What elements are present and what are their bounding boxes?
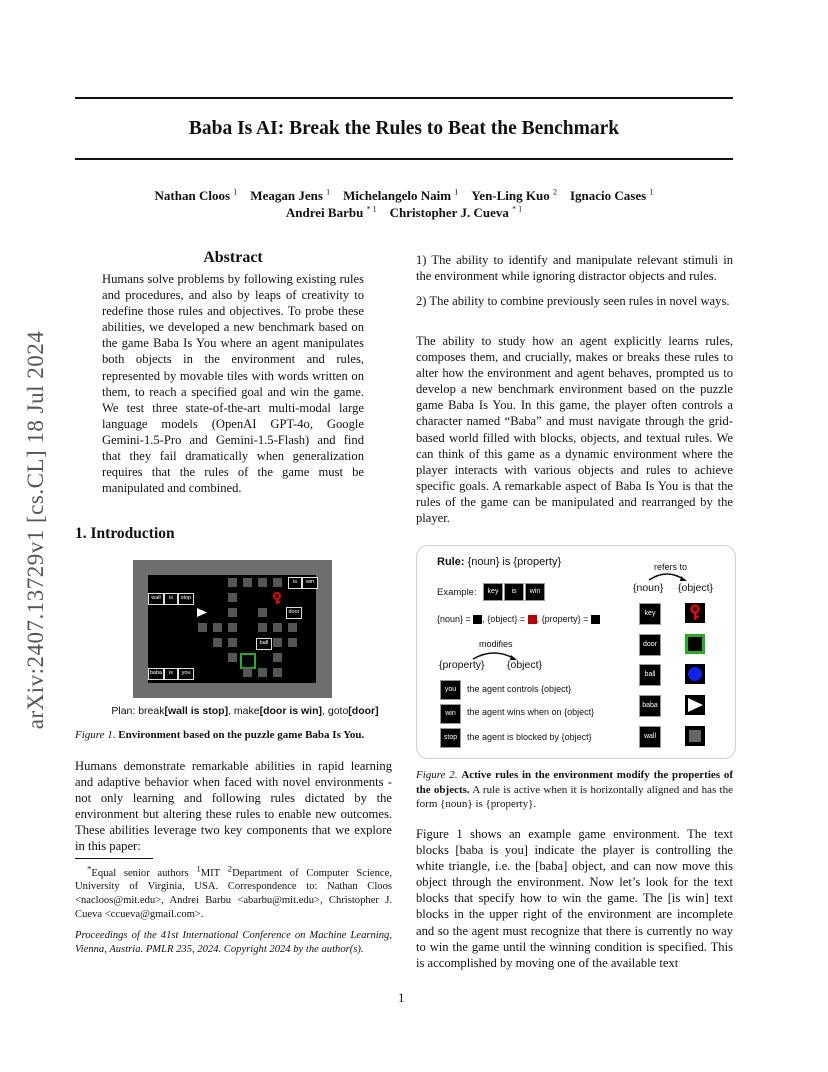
noun-door-tile: door — [639, 634, 661, 656]
wall-cell — [243, 578, 252, 587]
tile-baba: baba — [148, 668, 164, 680]
wall-cell — [228, 593, 237, 602]
wall-cell — [288, 638, 297, 647]
baba-object-box — [685, 695, 705, 715]
author-name: Michelangelo Naim $^1$ — [343, 188, 459, 204]
wall-cell — [258, 623, 267, 632]
object-key-box — [685, 603, 705, 623]
wall-cell — [273, 668, 282, 677]
figure-reference-paragraph: Figure 1 shows an example game environment. The text blocks [baba is you] indicate the player is controlling the white triangle, i.e. the [baba] object, and can now move this object through the environment. Now let’s look for the text blocks that specify how to win the game. The [is win] text blocks in the upper right of the environment are incomplete and so the agent must recognize that there is currently no way to win the game until the winning condition is specified. This is accomplished by moving one of the available text — [416, 827, 733, 970]
wall-cell — [228, 608, 237, 617]
tile-door: door — [286, 607, 302, 619]
property-label: {property} — [439, 659, 485, 671]
noun-key-tile: key — [639, 603, 661, 625]
object-label-2: {object} — [507, 659, 543, 671]
game-grid — [148, 575, 316, 683]
authors-line-1 — [75, 188, 733, 204]
ball-object-icon — [685, 664, 705, 684]
author-name: Nathan Cloos $^1$ — [154, 188, 238, 204]
example-key-tile: key — [483, 583, 503, 601]
modifies-label: modifies — [479, 639, 513, 649]
wall-cell — [258, 668, 267, 677]
property-swatch-icon — [591, 615, 600, 624]
wall-cell — [228, 578, 237, 587]
abstract-heading: Abstract — [203, 249, 263, 266]
authors-line-2 — [75, 205, 733, 221]
wall-cell — [273, 638, 282, 647]
wall-cell — [273, 623, 282, 632]
win-description: the agent wins when on {object} — [467, 707, 595, 717]
abstract-text: Humans solve problems by following existing rules and procedures, and also by leaps of creativity to redefine those rules and objectives. To probe these abilities, we developed a new benchmark based on the game Baba Is You where an agent manipulates both objects in the environment and rules, represented by movable tiles with words written on them, to reach a specified goal and win the game. We test three state-of-the-art multi-modal large language models (OpenAI GPT-4o, Google Gemini-1.5-Pro and Gemini-1.5-Flash) and find that they fail dramatically when generalization requires that the rules of the game must be manipulated and combined. — [102, 272, 364, 496]
figure-1-plan: Plan: break[wall is stop], make[door is win], goto[door] — [111, 705, 379, 717]
right-item-2: 2) The ability to combine previously seen rules in novel ways. — [416, 294, 730, 308]
arxiv-identifier: arXiv:2407.13729v1 [cs.CL] 18 Jul 2024 — [23, 330, 48, 730]
wall-cell — [258, 578, 267, 587]
tile-you: you — [178, 668, 194, 680]
noun-wall-tile: wall — [639, 726, 661, 748]
right-paragraph: The ability to study how an agent explicitly learns rules, composes them, and crucially, makes or breaks these rules to alter how the environment and agent behaves, prompted us to develop a new benchmark environment based on the puzzle game Baba Is You. In this game, the player often controls a character named “Baba” and must navigate through the grid-based world filled with blocks, objects, and textual rules. We can think of this game as a dynamic environment where the player interacts with various objects and rules to achieve specific goals. A remarkable aspect of Baba Is You is that the rules of the game can be manipulated and rearranged by the player. — [416, 334, 733, 526]
author-name: Meagan Jens $^1$ — [250, 188, 331, 204]
refers-arrow-icon — [645, 570, 690, 582]
page-number: 1 — [398, 990, 405, 1005]
property-stop-tile: stop — [440, 728, 461, 748]
wall-cell — [288, 623, 297, 632]
wall-cell — [198, 623, 207, 632]
noun-swatch-icon — [473, 615, 482, 624]
wall-cell — [213, 638, 222, 647]
rule-line: Rule: {noun} is {property} — [437, 556, 562, 568]
author-name: Yen-Ling Kuo $^2$ — [471, 188, 557, 204]
figure-2-rules — [416, 545, 736, 759]
paper-title: Baba Is AI: Break the Rules to Beat the Benchmark — [188, 118, 620, 139]
wall-cell — [228, 653, 237, 662]
key-icon — [272, 592, 282, 605]
object-swatch-icon — [528, 615, 537, 624]
tile-win: win — [302, 577, 318, 589]
stop-description: the agent is blocked by {object} — [467, 732, 592, 742]
wall-cell — [228, 638, 237, 647]
figure-1-caption: Figure 1. Environment based on the puzzle game Baba Is You. — [75, 729, 365, 741]
tile-is-bottom: is — [164, 668, 178, 680]
wall-cell — [243, 668, 252, 677]
noun-ball-tile: ball — [639, 664, 661, 686]
figure-2-caption: Figure 2. Active rules in the environment modify the properties of the objects. A rule is active when it is horizontally aligned and has the form {noun} is {property}. — [416, 769, 733, 810]
noun-label: {noun} — [633, 582, 664, 594]
title-top-rule — [75, 97, 733, 99]
baba-object-icon — [685, 695, 705, 715]
object-label: {object} — [678, 582, 714, 594]
door-object-icon — [240, 653, 256, 669]
tile-ball: ball — [256, 638, 272, 650]
intro-paragraph: Humans demonstrate remarkable abilities in rapid learning and adaptive behavior when faced with novel environments - not only learning and following rules dictated by the environment but altering these rules to enable new outcomes. These abilities leverage two key components that we explore in this paper: — [75, 759, 392, 854]
legend-equations: {noun} = , {object} = , {property} = — [437, 614, 600, 624]
footnote-rule — [75, 858, 153, 859]
section-heading-introduction: 1. Introduction — [75, 525, 175, 542]
proceedings-note: Proceedings of the 41st International Conference on Machine Learning, Vienna, Austria. PMLR 235, 2024. Copyright 2024 by the author(s). — [75, 930, 392, 955]
author-name: Andrei Barbu $^{* 1}$ — [285, 205, 377, 221]
wall-object-icon — [689, 730, 701, 742]
noun-baba-tile: baba — [639, 695, 661, 717]
title-bottom-rule — [75, 158, 733, 160]
property-win-tile: win — [440, 704, 461, 724]
wall-cell — [273, 653, 282, 662]
baba-triangle-icon — [196, 607, 208, 618]
author-name: Ignacio Cases $^1$ — [570, 188, 654, 204]
wall-cell — [213, 623, 222, 632]
example-is-tile: is — [504, 583, 524, 601]
right-item-1: 1) The ability to identify and manipulate relevant stimuli in the environment while ignoring distractor objects and rules. — [416, 253, 733, 284]
tile-stop: stop — [178, 593, 194, 605]
footnote-affiliations: *Equal senior authors $^1$MIT $^2$Department of Computer Science, University of Virginia, USA. Correspondence to: Nathan Cloos <nacloos@mit.edu>, Andrei Barbu <abarbu@mit.edu>, Christopher J. Cueva <ccueva@gmail.com>. — [75, 863, 392, 920]
property-you-tile: you — [440, 680, 461, 700]
wall-cell — [228, 623, 237, 632]
example-label: Example: — [437, 587, 477, 598]
refers-to-label: refers to — [654, 562, 688, 572]
figure-1-environment — [133, 560, 332, 698]
wall-object-box — [685, 726, 705, 746]
ball-object-box — [685, 664, 705, 684]
wall-cell — [273, 578, 282, 587]
key-object-icon — [685, 603, 705, 623]
example-win-tile: win — [525, 583, 545, 601]
tile-is-top: is — [288, 577, 302, 589]
tile-is: is — [164, 593, 178, 605]
you-description: the agent controls {object} — [467, 684, 572, 694]
wall-cell — [258, 608, 267, 617]
tile-wall: wall — [148, 593, 164, 605]
door-object-icon-2 — [685, 634, 705, 654]
author-name: Christopher J. Cueva $^{* 1}$ — [389, 205, 523, 221]
